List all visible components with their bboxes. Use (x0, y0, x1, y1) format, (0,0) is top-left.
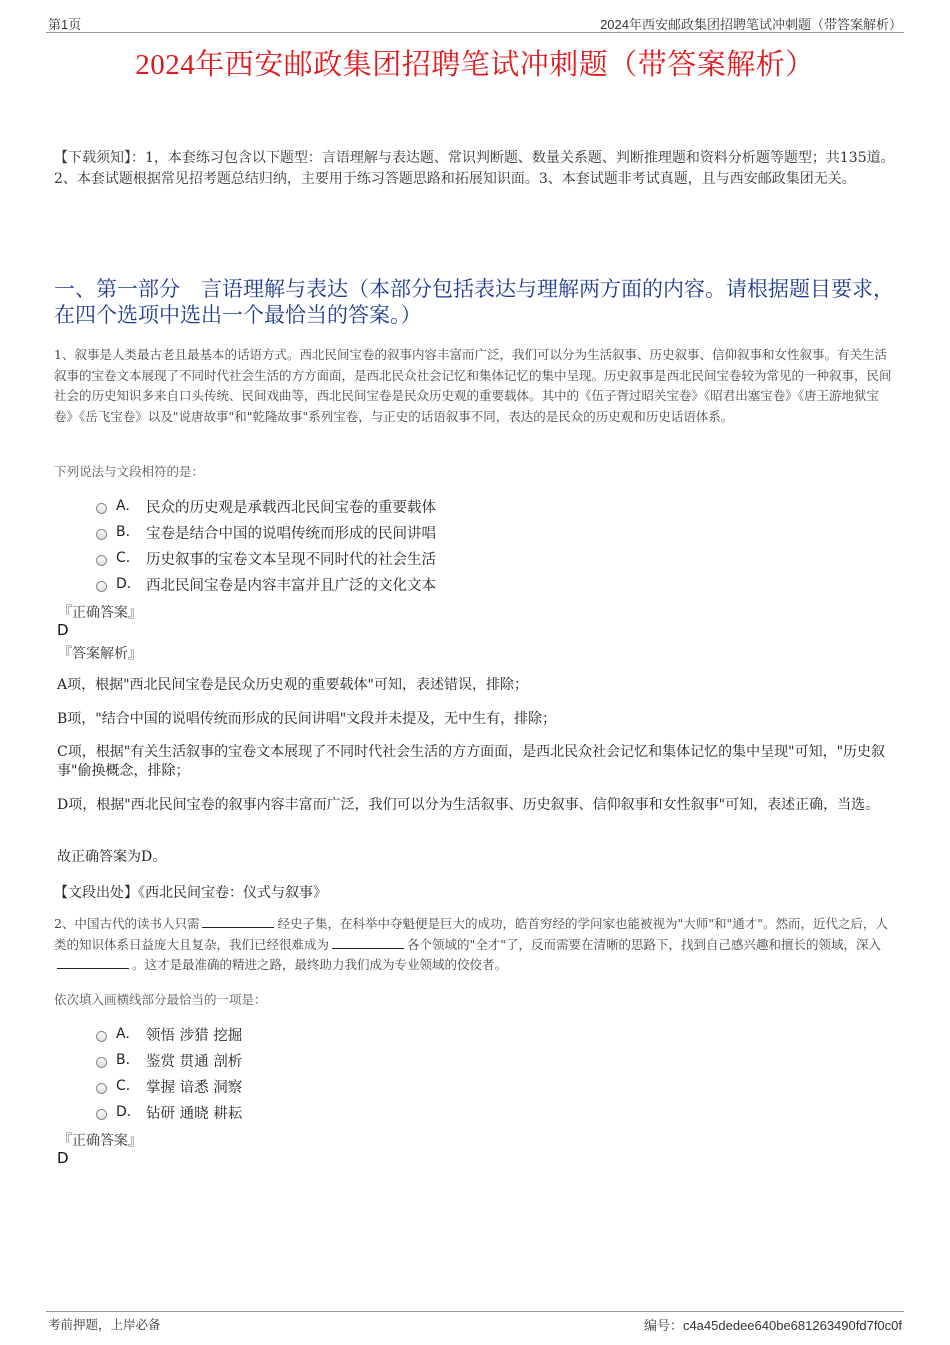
footer-serial: 编号：c4a45dedee640be681263490fd7f0c0f (643, 1318, 902, 1333)
footer-divider (46, 1311, 904, 1312)
q1-analysis-label: 『答案解析』 (58, 646, 142, 662)
radio-icon[interactable] (96, 555, 107, 566)
fill-blank-3 (57, 957, 129, 969)
q2-option-d[interactable]: D. 钻研 通晓 耕耘 (96, 1102, 242, 1122)
radio-icon[interactable] (96, 529, 107, 540)
header-divider (46, 32, 904, 33)
q1-analysis-c: C项，根据"有关生活叙事的宝卷文本展现了不同时代社会生活的方方面面，是西北民众社会记忆和集体记忆的集中呈现"可知，"历史叙事"偷换概念，排除； (57, 744, 886, 779)
radio-icon[interactable] (96, 1057, 107, 1068)
q2-option-c[interactable]: C. 掌握 谙悉 洞察 (96, 1076, 242, 1096)
q1-source: 【文段出处】《西北民间宝卷：仪式与叙事》 (54, 885, 327, 901)
radio-icon[interactable] (96, 1109, 107, 1120)
fill-blank-1 (202, 916, 274, 928)
q1-analysis-b: B项，"结合中国的说唱传统而形成的民间讲唱"文段并未提及，无中生有，排除； (57, 711, 557, 727)
question-1-prompt: 下列说法与文段相符的是： (54, 464, 205, 479)
radio-icon[interactable] (96, 1031, 107, 1042)
question-2-prompt: 依次填入画横线部分最恰当的一项是： (54, 992, 267, 1007)
document-title: 2024年西安邮政集团招聘笔试冲刺题（带答案解析） (135, 49, 815, 81)
q1-option-a[interactable]: A. 民众的历史观是承载西北民间宝卷的重要载体 (96, 496, 436, 516)
header-doc-title: 2024年西安邮政集团招聘笔试冲刺题（带答案解析） (600, 17, 902, 32)
q2-answer-label: 『正确答案』 (58, 1133, 142, 1149)
page-number: 第1页 (48, 17, 82, 32)
q1-answer: D (57, 621, 69, 639)
q2-option-a[interactable]: A. 领悟 涉猎 挖掘 (96, 1024, 242, 1044)
radio-icon[interactable] (96, 581, 107, 592)
q1-answer-label: 『正确答案』 (58, 605, 142, 621)
q1-option-b[interactable]: B. 宝卷是结合中国的说唱传统而形成的民间讲唱 (96, 522, 436, 542)
q1-analysis-a: A项，根据"西北民间宝卷是民众历史观的重要载体"可知，表述错误，排除； (57, 677, 528, 693)
q2-answer: D (57, 1149, 69, 1167)
fill-blank-2 (332, 937, 404, 949)
radio-icon[interactable] (96, 1083, 107, 1094)
q1-option-c[interactable]: C. 历史叙事的宝卷文本呈现不同时代的社会生活 (96, 548, 436, 568)
download-notice: 【下载须知】：1，本套练习包含以下题型：言语理解与表达题、常识判断题、数量关系题、判断推理题和资料分析题等题型；共135道。2、本套试题根据常见招考题总结归纳，主要用于练习答题思路和拓展知识面。3、本套试题非考试真题，且与西安邮政集团无关。 (54, 150, 895, 187)
q1-analysis-d: D项，根据"西北民间宝卷的叙事内容丰富而广泛，我们可以分为生活叙事、历史叙事、信仰叙事和女性叙事"可知，表述正确，当选。 (57, 797, 880, 813)
section-title: 一、第一部分 言语理解与表达（本部分包括表达与理解两方面的内容。请根据题目要求，在四个选项中选出一个最恰当的答案。） (54, 277, 894, 327)
question-1-stem: 1、叙事是人类最古老且最基本的话语方式。西北民间宝卷的叙事内容丰富而广泛，我们可以分为生活叙事、历史叙事、信仰叙事和女性叙事。有关生活叙事的宝卷文本展现了不同时代社会生活的方方面面，是西北民众社会记忆和集体记忆的集中呈现。历史叙事是西北民间宝卷较为常见的一种叙事，民间社会的历史知识多来自口头传统、民间戏曲等，西北民间宝卷是民众历史观的重要载体。其中的《伍子胥过昭关宝卷》《昭君出塞宝卷》《唐王游地狱宝卷》《岳飞宝卷》以及"说唐故事"和"乾隆故事"系列宝卷，与正史的话语叙事不同，表达的是民众的历史观和历史话语体系。 (54, 347, 892, 424)
footer-slogan: 考前押题，上岸必备 (48, 1317, 161, 1332)
question-2-stem: 2、中国古代的读书人只需 经史子集，在科举中夺魁便是巨大的成功，皓首穷经的学问家也能被视为"大师"和"通才"。然而，近代之后，人类的知识体系日益庞大且复杂，我们已经很难成为 各个领域的"全才"了，反而需要在清晰的思路下，找到自己感兴趣和擅长的领域，深入。这才是最准确的精进之路，最终助力我们成为专业领域的佼佼者。 (54, 916, 888, 972)
q1-conclusion: 故正确答案为D。 (57, 849, 167, 865)
q2-option-b[interactable]: B. 鉴赏 贯通 剖析 (96, 1050, 242, 1070)
q1-option-d[interactable]: D. 西北民间宝卷是内容丰富并且广泛的文化文本 (96, 574, 436, 594)
radio-icon[interactable] (96, 503, 107, 514)
